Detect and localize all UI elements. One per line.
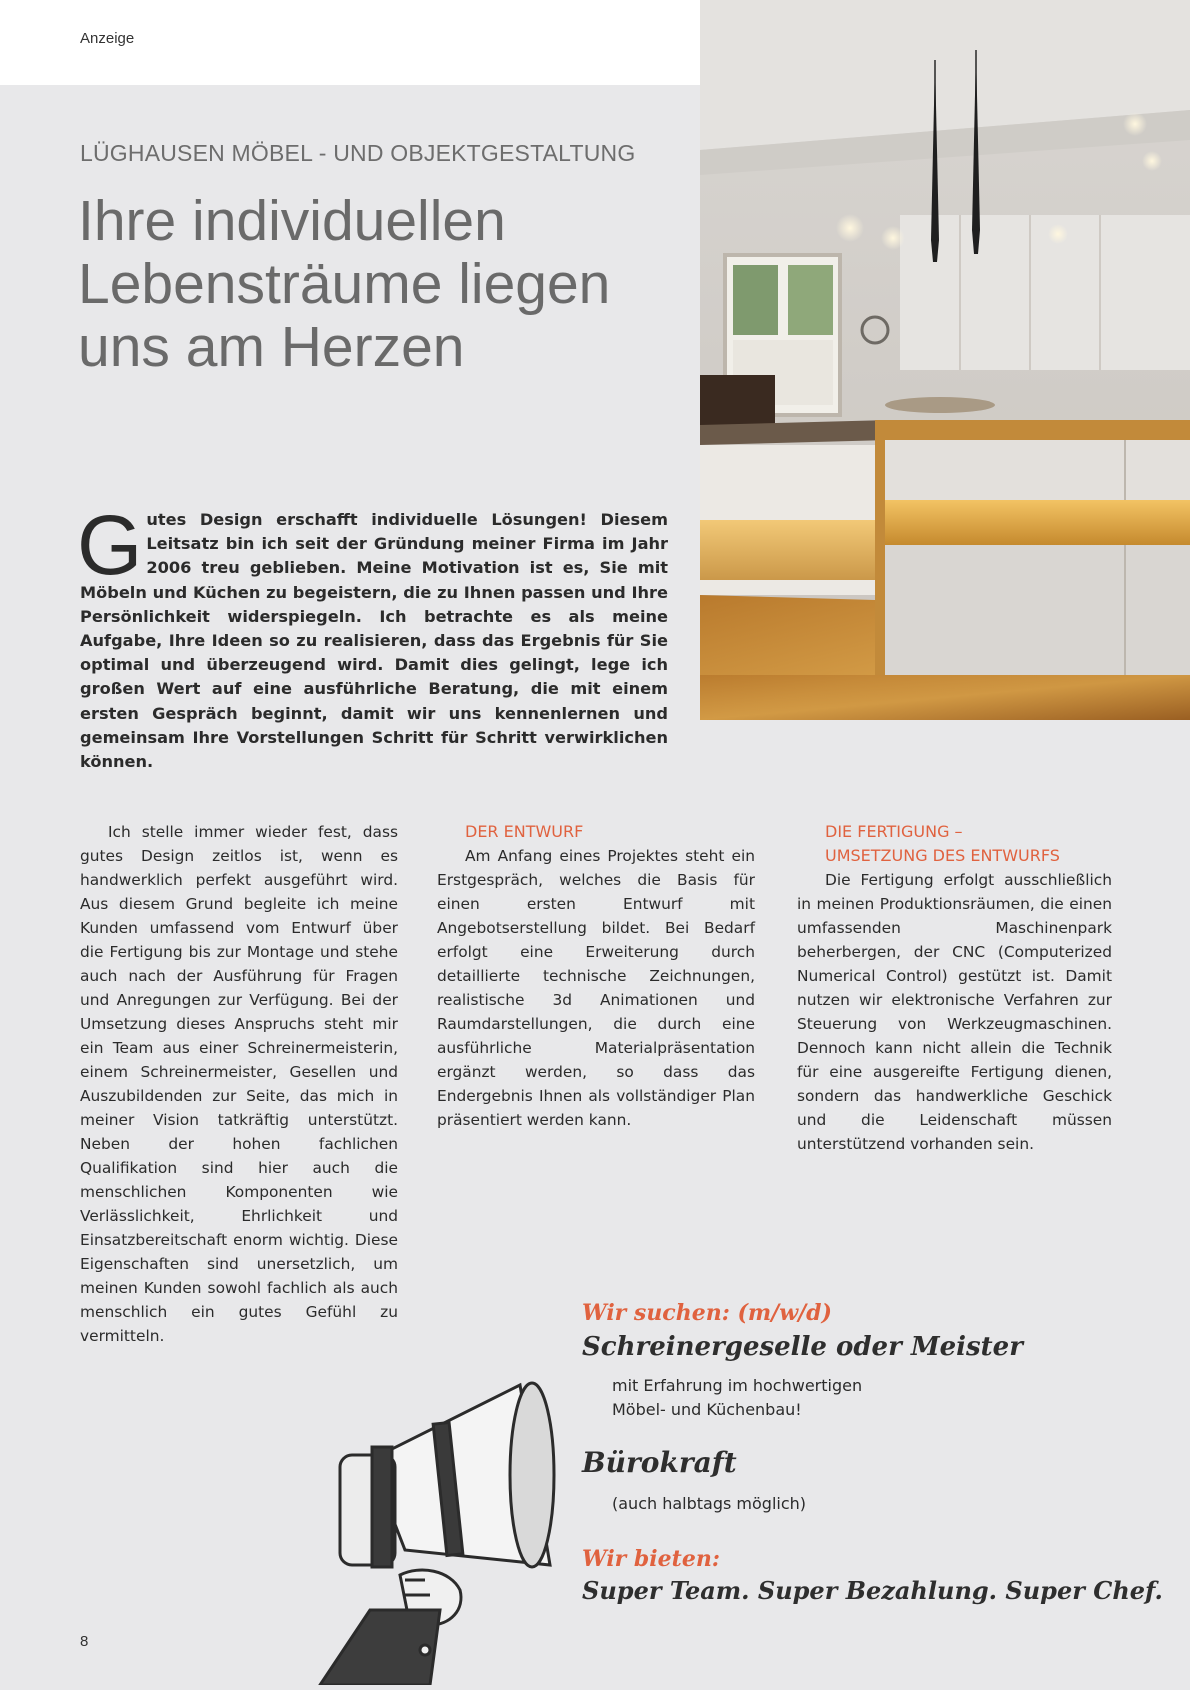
company-subtitle: LÜGHAUSEN MÖBEL - UND OBJEKTGESTALTUNG [80,140,636,166]
headline [78,190,678,379]
column-2 [437,820,755,1132]
desc-line: mit Erfahrung im hochwertigen [612,1376,863,1395]
heading-line: DIE FERTIGUNG – [825,822,963,841]
section-heading-entwurf: DER ENTWURF [465,822,584,841]
dropcap: G [77,498,143,592]
job-offer-label: Wir bieten: [582,1546,720,1572]
headline-line: Ihre individuellen [78,189,506,253]
page-number: 8 [80,1633,89,1650]
headline-line: Lebensträume liegen [78,252,611,316]
ad-label: Anzeige [80,30,135,47]
headline-line: uns am Herzen [78,315,465,379]
megaphone-hand-icon [310,1375,590,1690]
column-1 [80,820,398,1348]
column-1-text: Ich stelle immer wieder fest, dass gutes Design zeitlos ist, wenn es handwerklich perfekt ausgeführt wird. Aus diesem Grund begleite ich meine Kunden umfassend vom Entwurf über die Fertigung bis zur Montage und stehe auch nach der Ausführung für Fragen und Anregungen zur Verfügung. Bei der Umsetzung dieses Anspruchs steht mir ein Team aus einer Schreinermeisterin, einem Schreinermeister, Gesellen und Auszubildenden zur Seite, das mich in meiner Vision tatkräftig unterstützt. Neben der hohen fachlichen Qualifikation sind hier auch die menschlichen Komponenten wie Verlässlichkeit, Ehrlichkeit und Einsatzbereitschaft enorm wichtig. Diese Eigenschaften sind unersetzlich, um meinen Kunden sowohl fachlich als auch menschlich ein gutes Gefühl zu vermitteln. [80,823,398,1345]
section-heading-fertigung [797,820,1112,868]
column-3-text: Die Fertigung erfolgt ausschließlich in meinen Produktionsräumen, die einen umfassenden Maschinenpark beherbergen, der CNC (Computerized Numerical Control) gestützt ist. Damit nutzen wir elektronische Verfahren zur Steuerung von Werkzeugmaschinen. Dennoch kann nicht allein die Technik für eine ausgereifte Fertigung dienen, sondern das handwerkliche Geschick und die Leidenschaft müssen unterstützend vorhanden sein. [797,871,1112,1153]
column-2-text: Am Anfang eines Projektes steht ein Erstgespräch, welches die Basis für einen ersten Entwurf mit Angebotserstellung bildet. Bei Bedarf erfolgt eine Erweiterung durch detaillierte technische Zeichnungen, realistische 3d Animationen und Raumdarstellungen, die durch eine ausführliche Materialpräsentation ergänzt werden, so dass das Endergebnis Ihnen als vollständiger Plan präsentiert werden kann. [437,847,755,1129]
intro-paragraph [77,498,668,774]
job-position-office-desc: (auch halbtags möglich) [612,1494,807,1513]
desc-line: Möbel- und Küchenbau! [612,1400,802,1419]
heading-line: UMSETZUNG DES ENTWURFS [825,846,1060,865]
job-position-office: Bürokraft [582,1446,737,1479]
intro-text: utes Design erschafft individuelle Lösungen! Diesem Leitsatz bin ich seit der Gründung meiner Firma im Jahr 2006 treu geblieben. Meine Motivation ist es, Sie mit Möbeln und Küchen zu begeistern, die zu Ihnen passen und Ihre Persönlichkeit widerspiegeln. Ich betrachte es als meine Aufgabe, Ihre Ideen so zu realisieren, dass das Ergebnis für Sie optimal und überzeugend wird. Damit dies gelingt, lege ich großen Wert auf eine ausführliche Beratung, die mit einem ersten Gespräch beginnt, damit wir uns kennenlernen und gemeinsam Ihre Vorstellungen Schritt für Schritt verwirklichen können. [80,510,668,772]
job-offers: Super Team. Super Bezahlung. Super Chef. [582,1576,1163,1605]
column-3 [797,820,1112,1156]
job-position-carpenter-desc [612,1374,912,1422]
job-search-label: Wir suchen: (m/w/d) [582,1300,832,1326]
kitchen-photo [700,0,1190,720]
job-position-carpenter: Schreinergeselle oder Meister [582,1332,1023,1362]
